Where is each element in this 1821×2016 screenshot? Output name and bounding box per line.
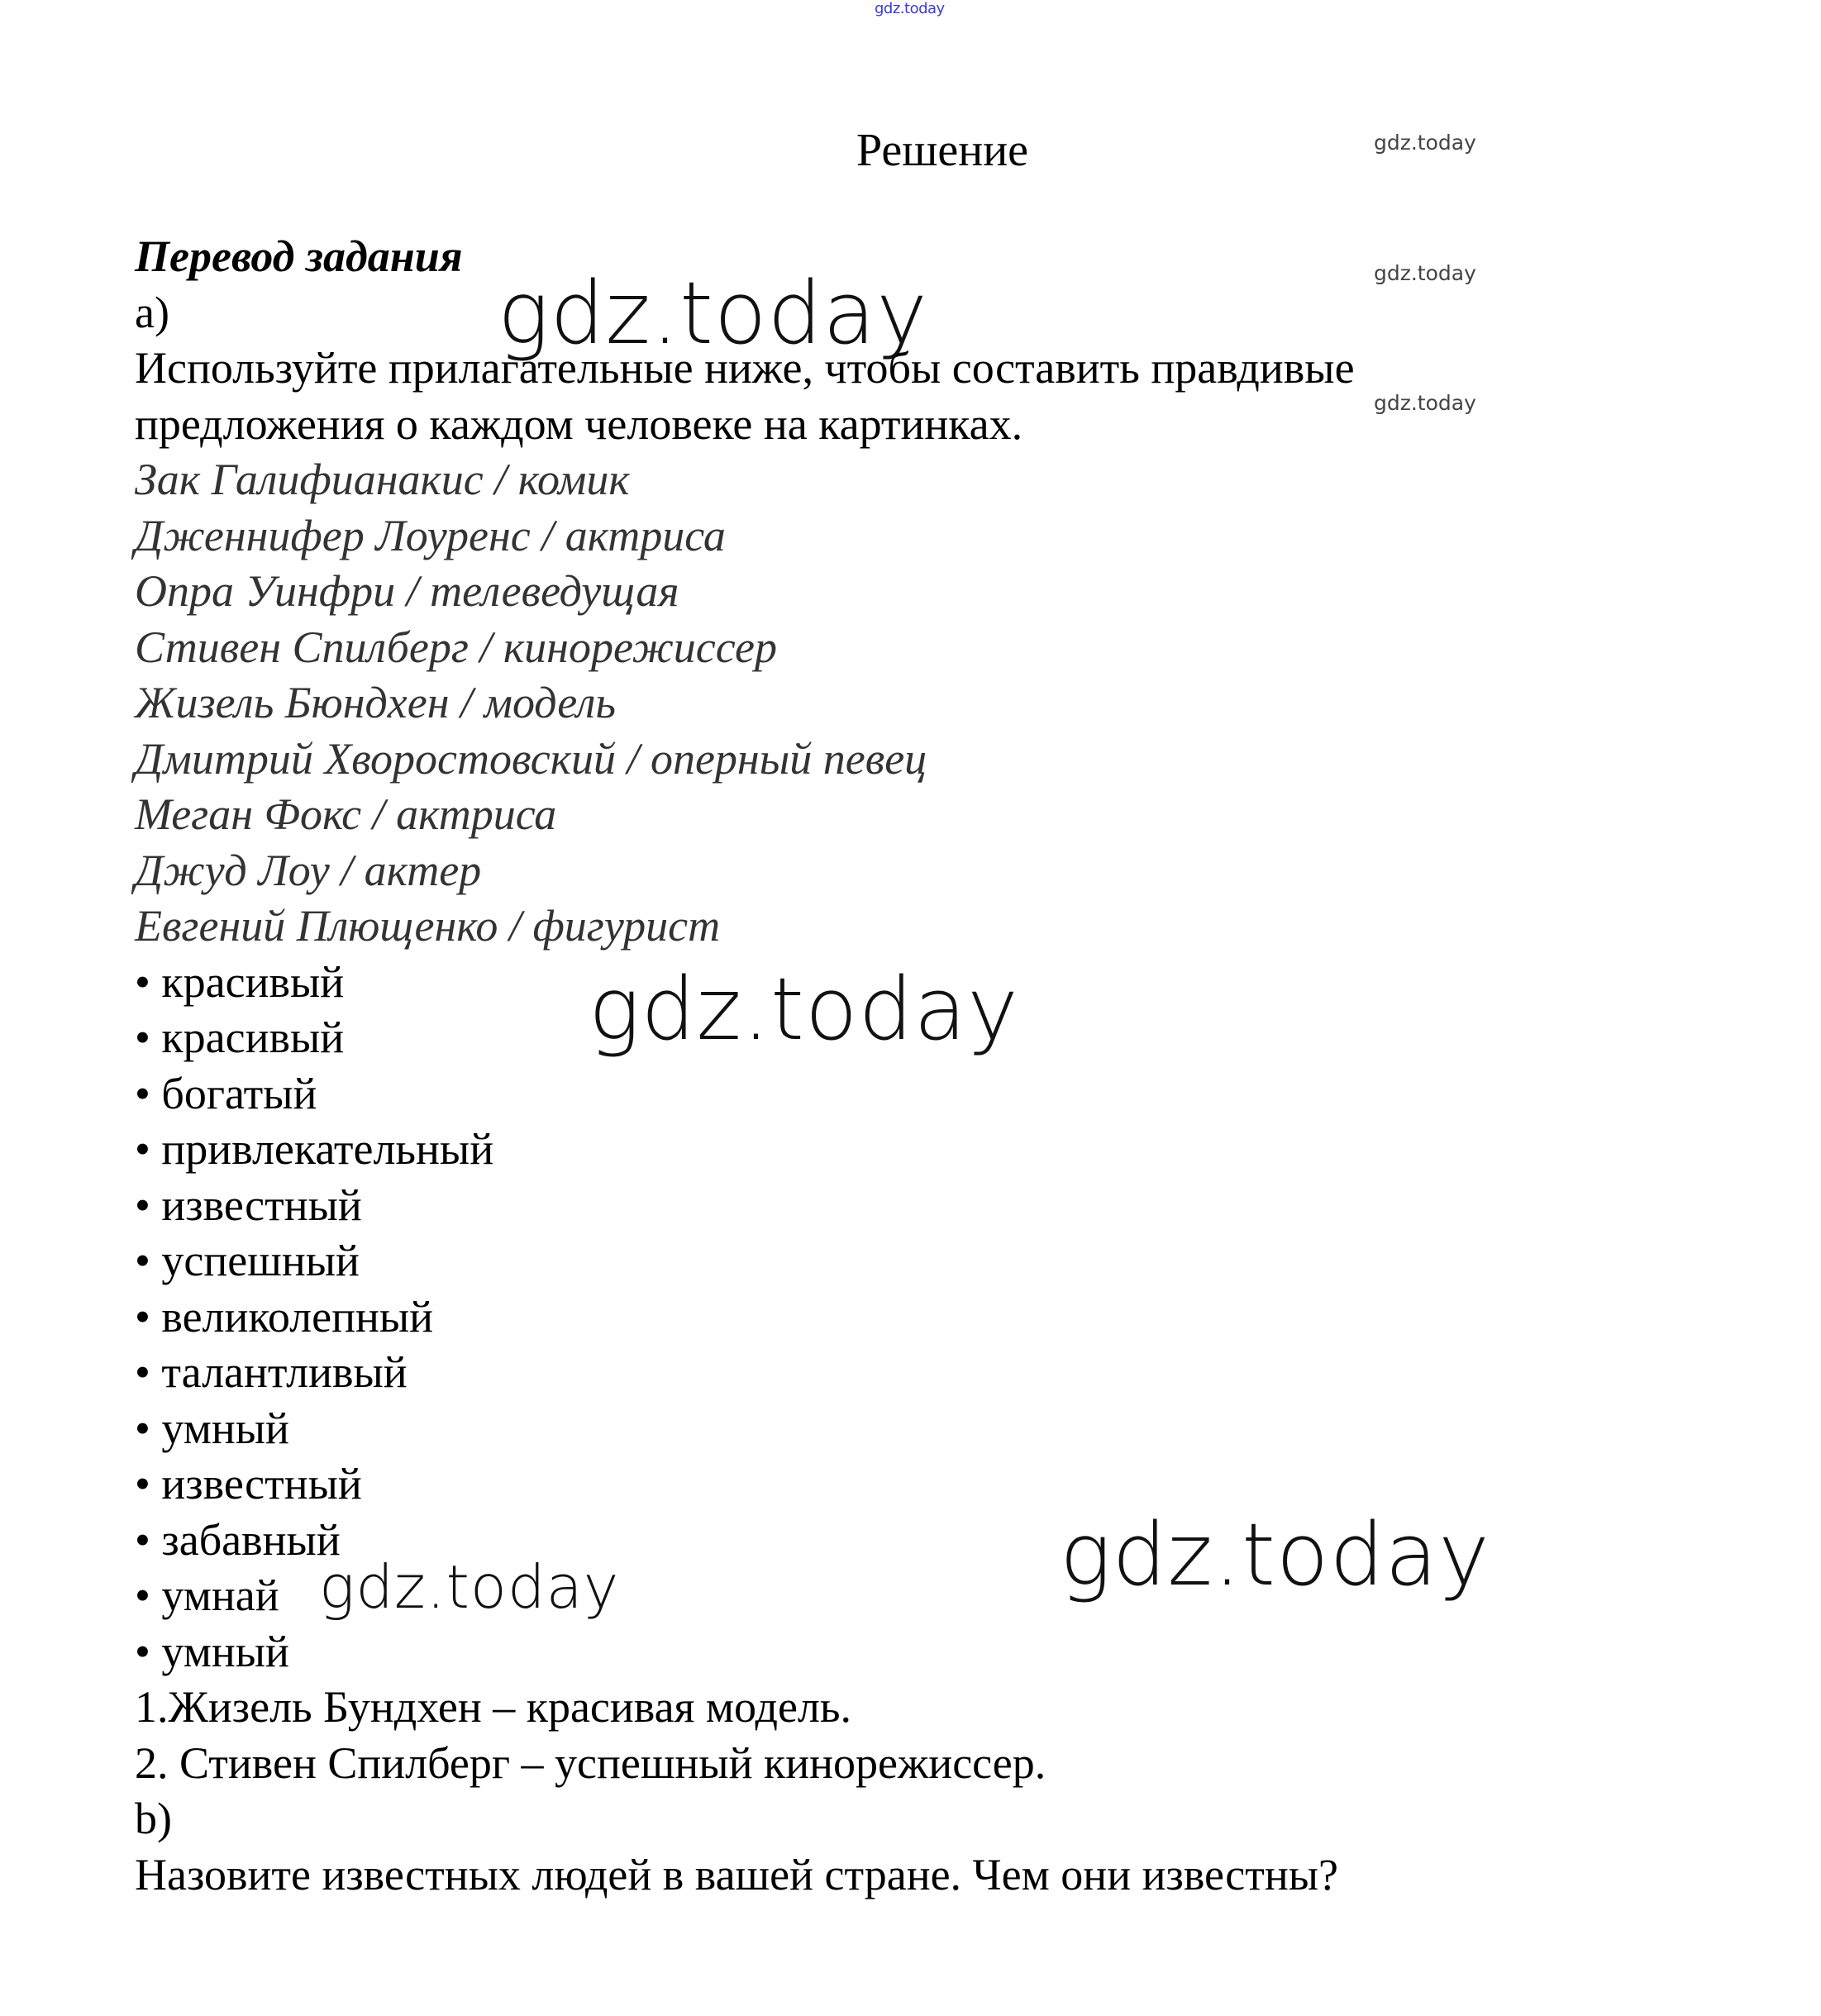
watermark-top: gdz.today bbox=[875, 0, 945, 17]
person-item: Джуд Лоу / актер bbox=[135, 845, 482, 895]
part-b-label: b) bbox=[135, 1794, 172, 1843]
person-item: Зак Галифианакис / комик bbox=[135, 455, 630, 504]
person-item: Меган Фокс / актриса bbox=[135, 789, 557, 839]
watermark-large: gdz.today bbox=[498, 263, 928, 364]
adjective-item: • известный bbox=[135, 1180, 362, 1230]
adjective-item: • умнай bbox=[135, 1570, 279, 1620]
adjective-item: • красивый bbox=[135, 1013, 345, 1062]
adjective-item: • умный bbox=[135, 1403, 289, 1453]
adjective-item: • привлекательный bbox=[135, 1124, 494, 1174]
document-body bbox=[135, 229, 1705, 1903]
adjective-item: • богатый bbox=[135, 1068, 317, 1118]
watermark-large: gdz.today bbox=[1060, 1504, 1490, 1605]
watermark-small: gdz.today bbox=[1374, 391, 1476, 415]
person-item: Стивен Спилберг / кинорежиссер bbox=[135, 622, 777, 672]
person-item: Дмитрий Хворостовский / оперный певец bbox=[135, 733, 927, 784]
person-item: Жизель Бюндхен / модель bbox=[135, 678, 617, 727]
part-a-label: a) bbox=[135, 287, 169, 337]
page-title: Решение bbox=[856, 125, 1029, 176]
watermark-large: gdz.today bbox=[319, 1552, 620, 1622]
person-item: Опра Уинфри / телеведущая bbox=[135, 566, 679, 616]
watermark-large: gdz.today bbox=[589, 959, 1019, 1060]
adjective-item: • известный bbox=[135, 1459, 362, 1508]
part-b-question: Назовите известных людей в вашей стране. Чем они известны? bbox=[135, 1849, 1339, 1899]
adjective-item: • талантливый bbox=[135, 1347, 408, 1397]
watermark-small: gdz.today bbox=[1374, 131, 1476, 155]
adjective-list bbox=[135, 955, 1705, 1680]
people-list bbox=[135, 452, 1705, 955]
adjective-item: • умный bbox=[135, 1626, 289, 1676]
adjective-item: • великолепный bbox=[135, 1291, 434, 1342]
adjective-item: • успешный bbox=[135, 1236, 360, 1285]
person-item: Дженнифер Лоуренс / актриса bbox=[135, 510, 726, 560]
adjective-item: • красивый bbox=[135, 956, 345, 1007]
watermark-small: gdz.today bbox=[1374, 261, 1476, 285]
person-item: Евгений Плющенко / фигурист bbox=[135, 901, 721, 951]
section-heading: Перевод задания bbox=[135, 231, 463, 281]
adjective-item: • забавный bbox=[135, 1514, 341, 1565]
example-sentence: 2. Стивен Спилберг – успешный кинорежиссер. bbox=[135, 1737, 1046, 1788]
instruction-line: предложения о каждом человеке на картинках. bbox=[135, 398, 1023, 449]
example-sentence: 1.Жизель Бундхен – красивая модель. bbox=[135, 1682, 852, 1732]
instruction-line: Используйте прилагательные ниже, чтобы составить правдивые bbox=[135, 343, 1355, 393]
